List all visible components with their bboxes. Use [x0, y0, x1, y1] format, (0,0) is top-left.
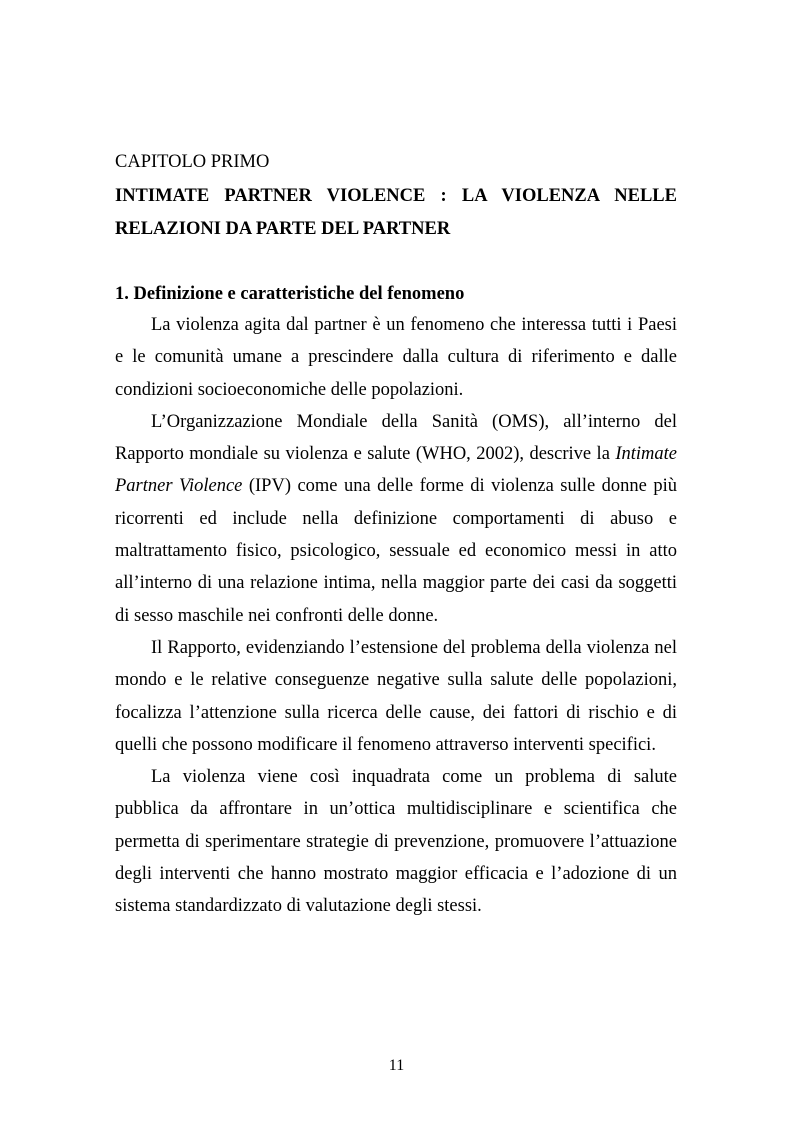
page-number: 11: [388, 1057, 405, 1074]
paragraph-1: La violenza agita dal partner è un fenomeno che interessa tutti i Paesi e le comunità umane a prescindere dalla cultura di riferimento e dalle condizioni socioeconomiche delle popolazioni.: [115, 315, 677, 400]
chapter-title: INTIMATE PARTNER VIOLENCE : LA VIOLENZA NELLE RELAZIONI DA PARTE DEL PARTNER: [115, 186, 677, 239]
paragraph-2: [115, 406, 677, 632]
body-text: [115, 309, 677, 923]
paragraph-2-italic-term: Intimate Partner Violence: [115, 444, 677, 497]
paragraph-4: La violenza viene così inquadrata come un problema di salute pubblica da affrontare in un’ottica multidisciplinare e scientifica che permetta di sperimentare strategie di prevenzione, promuovere l’attuazione degli interventi che hanno mostrato maggior efficacia e l’adozione di un sistema standardizzato di valutazione degli stessi.: [115, 767, 677, 917]
chapter-label: CAPITOLO PRIMO: [115, 152, 270, 172]
section-title: 1. Definizione e caratteristiche del fenomeno: [115, 284, 465, 304]
paragraph-3: Il Rapporto, evidenziando l’estensione del problema della violenza nel mondo e le relative conseguenze negative sulla salute delle popolazioni, focalizza l’attenzione sulla ricerca delle cause, dei fattori di rischio e di quelli che possono modificare il fenomeno attraverso interventi specifici.: [115, 637, 677, 755]
paragraph-2-text-a: L’Organizzazione Mondiale della Sanità (OMS), all’interno del Rapporto mondiale su violenza e salute (WHO, 2002), descrive la: [115, 411, 677, 465]
paragraph-2-text-b: (IPV) come una delle forme di violenza sulle donne più ricorrenti ed include nella definizione comportamenti di abuso e maltrattamento fisico, psicologico, sessuale ed economico messi in atto all’interno di una relazione intima, nella maggior parte dei casi da soggetti di sesso maschile nei confronti delle donne.: [115, 476, 677, 626]
